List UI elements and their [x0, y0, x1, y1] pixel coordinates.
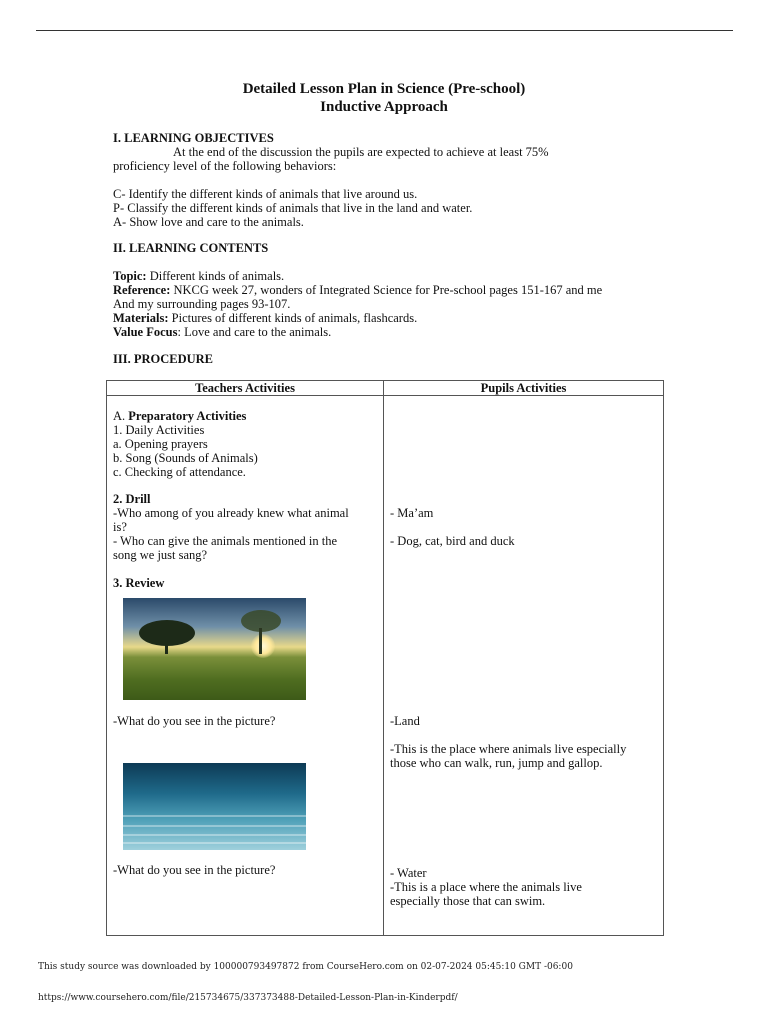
land-description-1: -This is the place where animals live especially — [390, 742, 627, 756]
pupil-activities-cell — [384, 396, 664, 936]
land-description — [390, 742, 657, 770]
reference-line — [113, 283, 673, 297]
pupil-column-header: Pupils Activities — [384, 381, 664, 396]
pupil-answer-2: - Dog, cat, bird and duck — [390, 534, 515, 548]
procedure-heading: III. PROCEDURE — [113, 352, 214, 366]
drill-question-1: -Who among of you already knew what animal — [113, 506, 349, 520]
materials-line — [113, 311, 673, 325]
water-description-1: -This is a place where the animals live — [390, 880, 582, 894]
materials-label: Materials: — [113, 311, 169, 325]
title-line-2: Inductive Approach — [320, 99, 448, 115]
reference-value: NKCG week 27, wonders of Integrated Science for Pre-school pages 151-167 and me — [170, 283, 603, 297]
reference-label: Reference: — [113, 283, 171, 297]
drill-section — [113, 492, 377, 562]
download-note: This study source was downloaded by 100000793497872 from CourseHero.com on 02-07-2024 05:45:10 GMT -06:00 — [38, 962, 573, 972]
objective-cognitive: C- Identify the different kinds of animals that live around us. — [113, 187, 418, 201]
preparatory-prefix: A. — [113, 409, 129, 423]
procedure-header-row — [107, 381, 664, 396]
objectives-section — [113, 131, 673, 229]
topic-value: Different kinds of animals. — [146, 269, 285, 283]
preparatory-title — [113, 409, 377, 423]
land-question: -What do you see in the picture? — [113, 714, 276, 728]
value-focus-label: Value Focus — [113, 325, 178, 339]
prep-item-song: b. Song (Sounds of Animals) — [113, 451, 258, 465]
objectives-intro-2: proficiency level of the following behaviors: — [113, 159, 337, 173]
objectives-heading: I. LEARNING OBJECTIVES — [113, 131, 274, 145]
water-description-2: especially those that can swim. — [390, 894, 546, 908]
water-question: -What do you see in the picture? — [113, 863, 276, 877]
procedure-table — [106, 380, 664, 936]
teacher-activities-cell — [107, 396, 384, 936]
prep-item-daily: 1. Daily Activities — [113, 423, 205, 437]
source-url[interactable]: https://www.coursehero.com/file/215734675/337373488-Detailed-Lesson-Plan-in-Kinderpdf/ — [38, 993, 458, 1003]
objective-affective: A- Show love and care to the animals. — [113, 215, 304, 229]
drill-title: 2. Drill — [113, 492, 151, 506]
title-line-1: Detailed Lesson Plan in Science (Pre-school) — [242, 81, 526, 97]
contents-heading: II. LEARNING CONTENTS — [113, 241, 269, 255]
drill-question-2-cont: song we just sang? — [113, 548, 208, 562]
drill-question-2: - Who can give the animals mentioned in the — [113, 534, 338, 548]
top-rule — [36, 30, 733, 31]
pupil-answer-1: - Ma’am — [390, 506, 434, 520]
objective-psychomotor: P- Classify the different kinds of animals that live in the land and water. — [113, 201, 473, 215]
pupil-answer-land: -Land — [390, 714, 420, 728]
reference-line-2: And my surrounding pages 93-107. — [113, 297, 291, 311]
drill-question-1-cont: is? — [113, 520, 127, 534]
preparatory-activities — [113, 409, 377, 479]
review-title: 3. Review — [113, 576, 165, 590]
pupil-answer-water: - Water — [390, 866, 427, 880]
document-title — [0, 80, 768, 116]
teacher-column-header: Teachers Activities — [107, 381, 384, 396]
prep-item-attendance: c. Checking of attendance. — [113, 465, 246, 479]
value-focus-value: : Love and care to the animals. — [177, 325, 332, 339]
materials-value: Pictures of different kinds of animals, flashcards. — [168, 311, 418, 325]
preparatory-title-text: Preparatory Activities — [128, 409, 247, 423]
water-answer — [390, 866, 657, 908]
land-description-2: those who can walk, run, jump and gallop. — [390, 756, 603, 770]
water-picture — [123, 763, 306, 850]
prep-item-prayers: a. Opening prayers — [113, 437, 208, 451]
objectives-intro-1: At the end of the discussion the pupils are expected to achieve at least 75% — [173, 145, 549, 159]
land-picture — [123, 598, 306, 700]
contents-section — [113, 241, 673, 339]
value-focus-line — [113, 325, 673, 339]
procedure-body-row — [107, 396, 664, 936]
topic-line — [113, 269, 673, 283]
topic-label: Topic: — [113, 269, 147, 283]
